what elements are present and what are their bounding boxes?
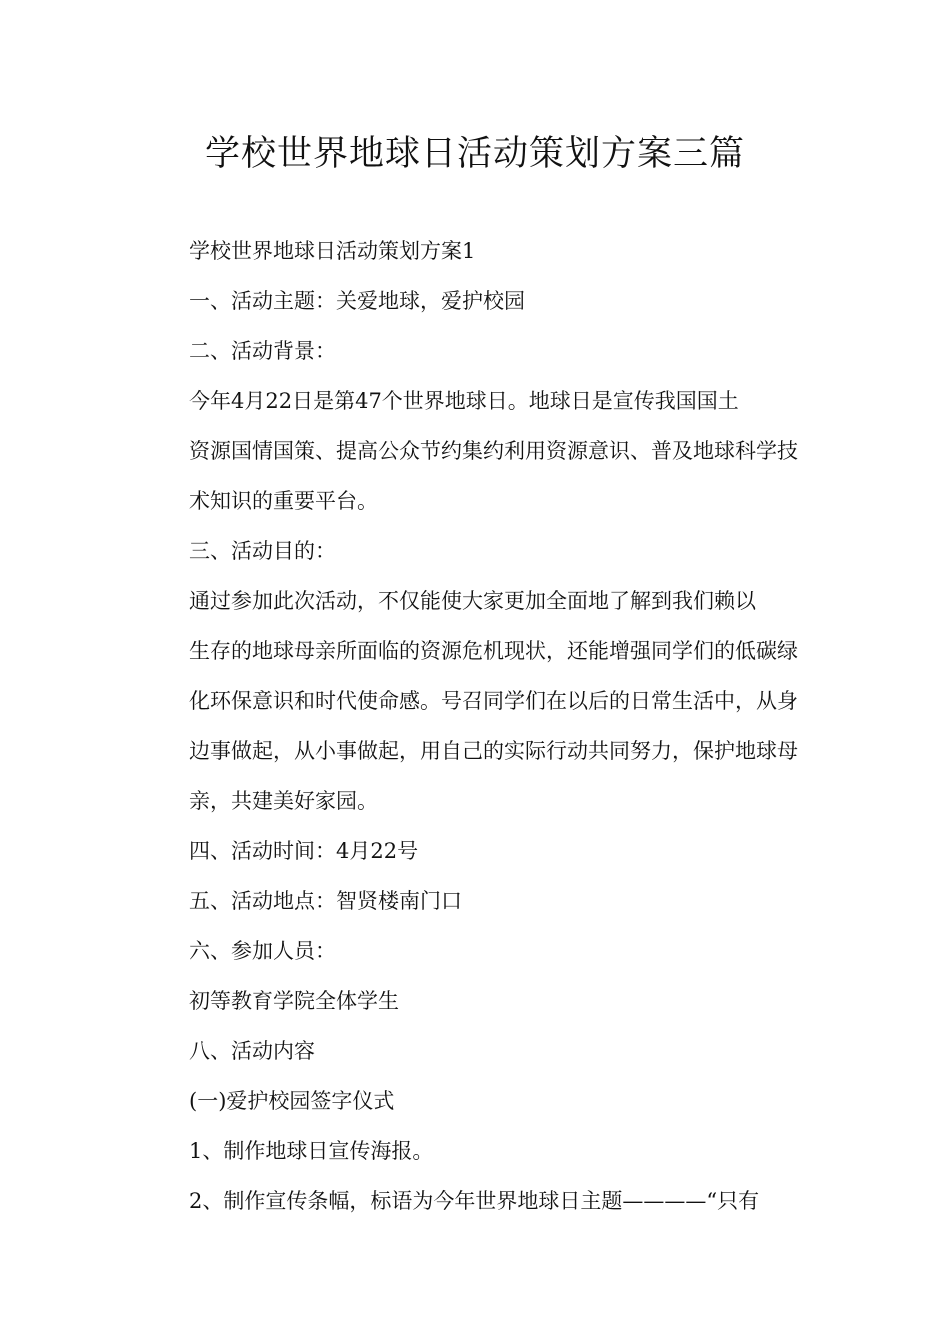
paragraph-line: 今年4月22日是第47个世界地球日。地球日是宣传我国国土 [189,389,739,413]
paragraph-line: 2、制作宣传条幅，标语为今年世界地球日主题————“只有 [189,1189,760,1213]
paragraph [145,926,805,976]
paragraph-line: 1、制作地球日宣传海报。 [189,1139,434,1163]
paragraph [145,1126,805,1176]
paragraph-line: 边事做起，从小事做起，用自己的实际行动共同努力，保护地球母 [189,739,798,763]
paragraph [145,226,805,276]
paragraph-line: (一)爱护校园签字仪式 [189,1089,395,1113]
paragraph-line: 亲，共建美好家园。 [189,789,378,813]
paragraph-line: 通过参加此次活动，不仅能使大家更加全面地了解到我们赖以 [189,589,756,613]
paragraph [145,276,805,326]
paragraph [145,1026,805,1076]
paragraph-line: 术知识的重要平台。 [189,489,378,513]
paragraph [145,876,805,926]
paragraph-line: 化环保意识和时代使命感。号召同学们在以后的日常生活中，从身 [189,689,798,713]
paragraph-line: 六、参加人员： [189,939,336,963]
paragraph-line: 二、活动背景： [189,339,336,363]
paragraph [145,326,805,376]
paragraph-line: 资源国情国策、提高公众节约集约利用资源意识、普及地球科学技 [189,439,798,463]
paragraph-line: 三、活动目的： [189,539,336,563]
paragraph [145,1176,805,1226]
paragraph [145,526,805,576]
paragraph-line: 四、活动时间：4月22号 [189,839,419,863]
paragraph [145,376,805,526]
document-body [145,226,805,1226]
paragraph-line: 学校世界地球日活动策划方案1 [189,239,476,263]
paragraph [145,576,805,826]
paragraph-line: 一、活动主题：关爱地球，爱护校园 [189,289,525,313]
paragraph [145,1076,805,1126]
paragraph [145,976,805,1026]
paragraph-line: 初等教育学院全体学生 [189,989,399,1013]
document-title: 学校世界地球日活动策划方案三篇 [204,134,745,174]
paragraph-line: 八、活动内容 [189,1039,315,1063]
paragraph [145,826,805,876]
paragraph-line: 生存的地球母亲所面临的资源危机现状，还能增强同学们的低碳绿 [189,639,798,663]
paragraph-line: 五、活动地点：智贤楼南门口 [189,889,462,913]
